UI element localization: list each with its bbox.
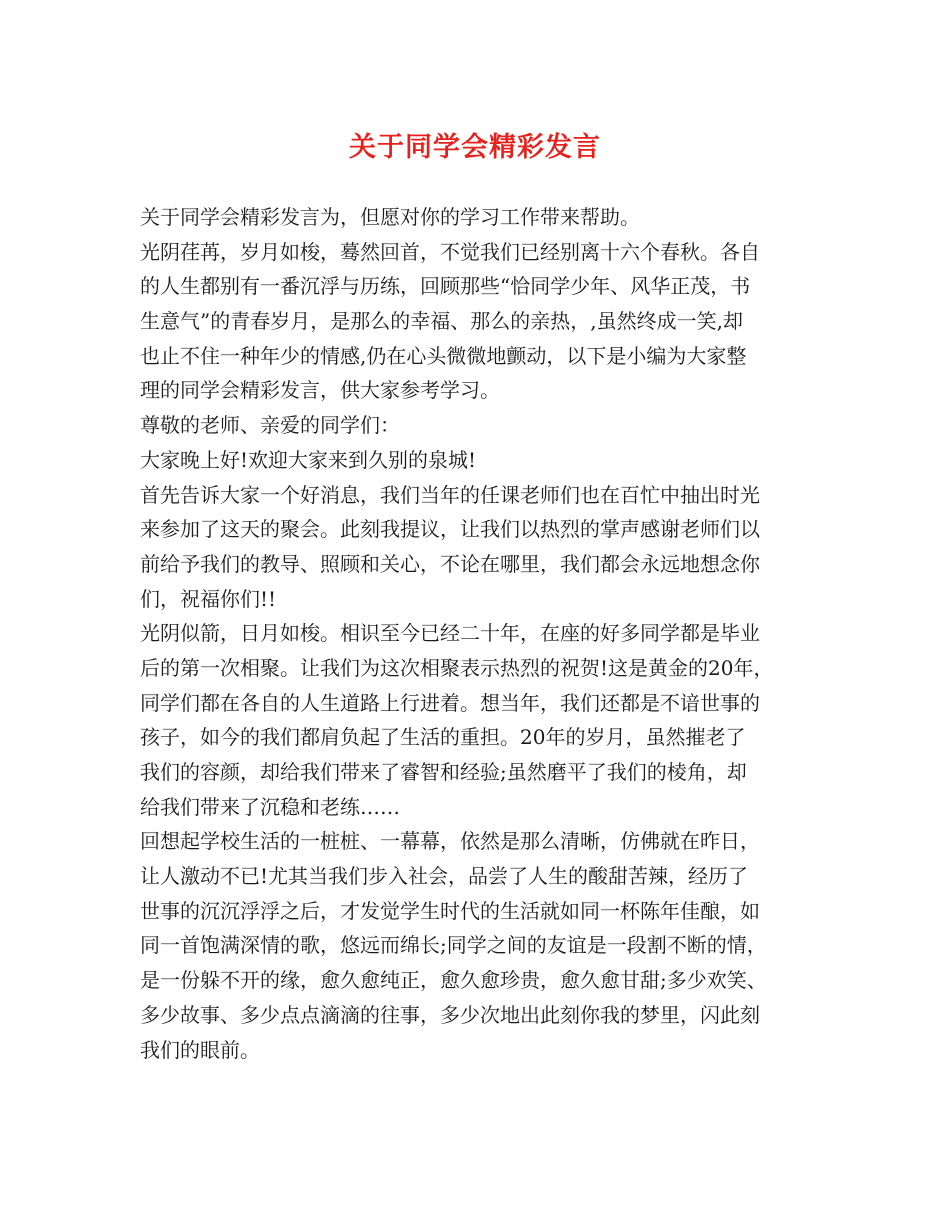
- body-line: 让人激动不已!尤其当我们步入社会，品尝了人生的酸甜苦辣，经历了: [140, 864, 749, 889]
- body-line: 我们的容颜，却给我们带来了睿智和经验;虽然磨平了我们的棱角，却: [140, 760, 747, 784]
- body-line: 的人生都别有一番沉浮与历练，回顾那些“恰同学少年、风华正茂，书: [140, 274, 751, 299]
- document-title: 关于同学会精彩发言: [349, 132, 601, 163]
- body-line: 孩子，如今的我们都肩负起了生活的重担。20年的岁月，虽然摧老了: [140, 725, 746, 750]
- body-line: 理的同学会精彩发言，供大家参考学习。: [140, 378, 500, 403]
- body-line: 后的第一次相聚。让我们为这次相聚表示热烈的祝贺!这是黄金的20年，: [140, 655, 774, 680]
- body-line: 同一首饱满深情的歌，悠远而绵长;同学之间的友谊是一段割不断的情，: [140, 933, 767, 958]
- body-line: 首先告诉大家一个好消息，我们当年的任课老师们也在百忙中抽出时光: [140, 482, 760, 507]
- body-line: 也止不住一种年少的情感,仍在心头微微地颤动，以下是小编为大家整: [140, 343, 747, 368]
- body-line: 前给予我们的教导、照顾和关心，不论在哪里，我们都会永远地想念你: [140, 551, 760, 576]
- body-line: 关于同学会精彩发言为，但愿对你的学习工作带来帮助。: [140, 205, 640, 229]
- body-line: 同学们都在各自的人生道路上行进着。想当年，我们还都是不谙世事的: [140, 690, 760, 715]
- body-line: 生意气”的青春岁月，是那么的幸福、那么的亲热，,虽然终成一笑,却: [140, 309, 743, 334]
- body-line: 回想起学校生活的一桩桩、一幕幕，依然是那么清晰，仿佛就在昨日，: [140, 829, 760, 854]
- body-line: 世事的沉沉浮浮之后，才发觉学生时代的生活就如同一杯陈年佳酿，如: [140, 898, 760, 923]
- body-line: 光阴荏苒，岁月如梭，蓦然回首，不觉我们已经别离十六个春秋。各自: [140, 239, 760, 264]
- body-line: 来参加了这天的聚会。此刻我提议，让我们以热烈的掌声感谢老师们以: [140, 517, 760, 542]
- body-line: 多少故事、多少点点滴滴的往事，多少次地出此刻你我的梦里，闪此刻: [140, 1002, 760, 1027]
- body-line: 是一份躲不开的缘，愈久愈纯正，愈久愈珍贵，愈久愈甘甜;多少欢笑、: [140, 968, 767, 993]
- body-line: 我们的眼前。: [140, 1037, 260, 1062]
- document-body: [140, 200, 830, 1067]
- body-line: 给我们带来了沉稳和老练……: [140, 794, 400, 819]
- body-line: 光阴似箭，日月如梭。相识至今已经二十年，在座的好多同学都是毕业: [140, 621, 760, 646]
- body-line: 们，祝福你们!!: [140, 586, 277, 611]
- body-line: 大家晚上好!欢迎大家来到久别的泉城!: [140, 447, 477, 472]
- body-line: 尊敬的老师、亲爱的同学们：: [140, 413, 400, 438]
